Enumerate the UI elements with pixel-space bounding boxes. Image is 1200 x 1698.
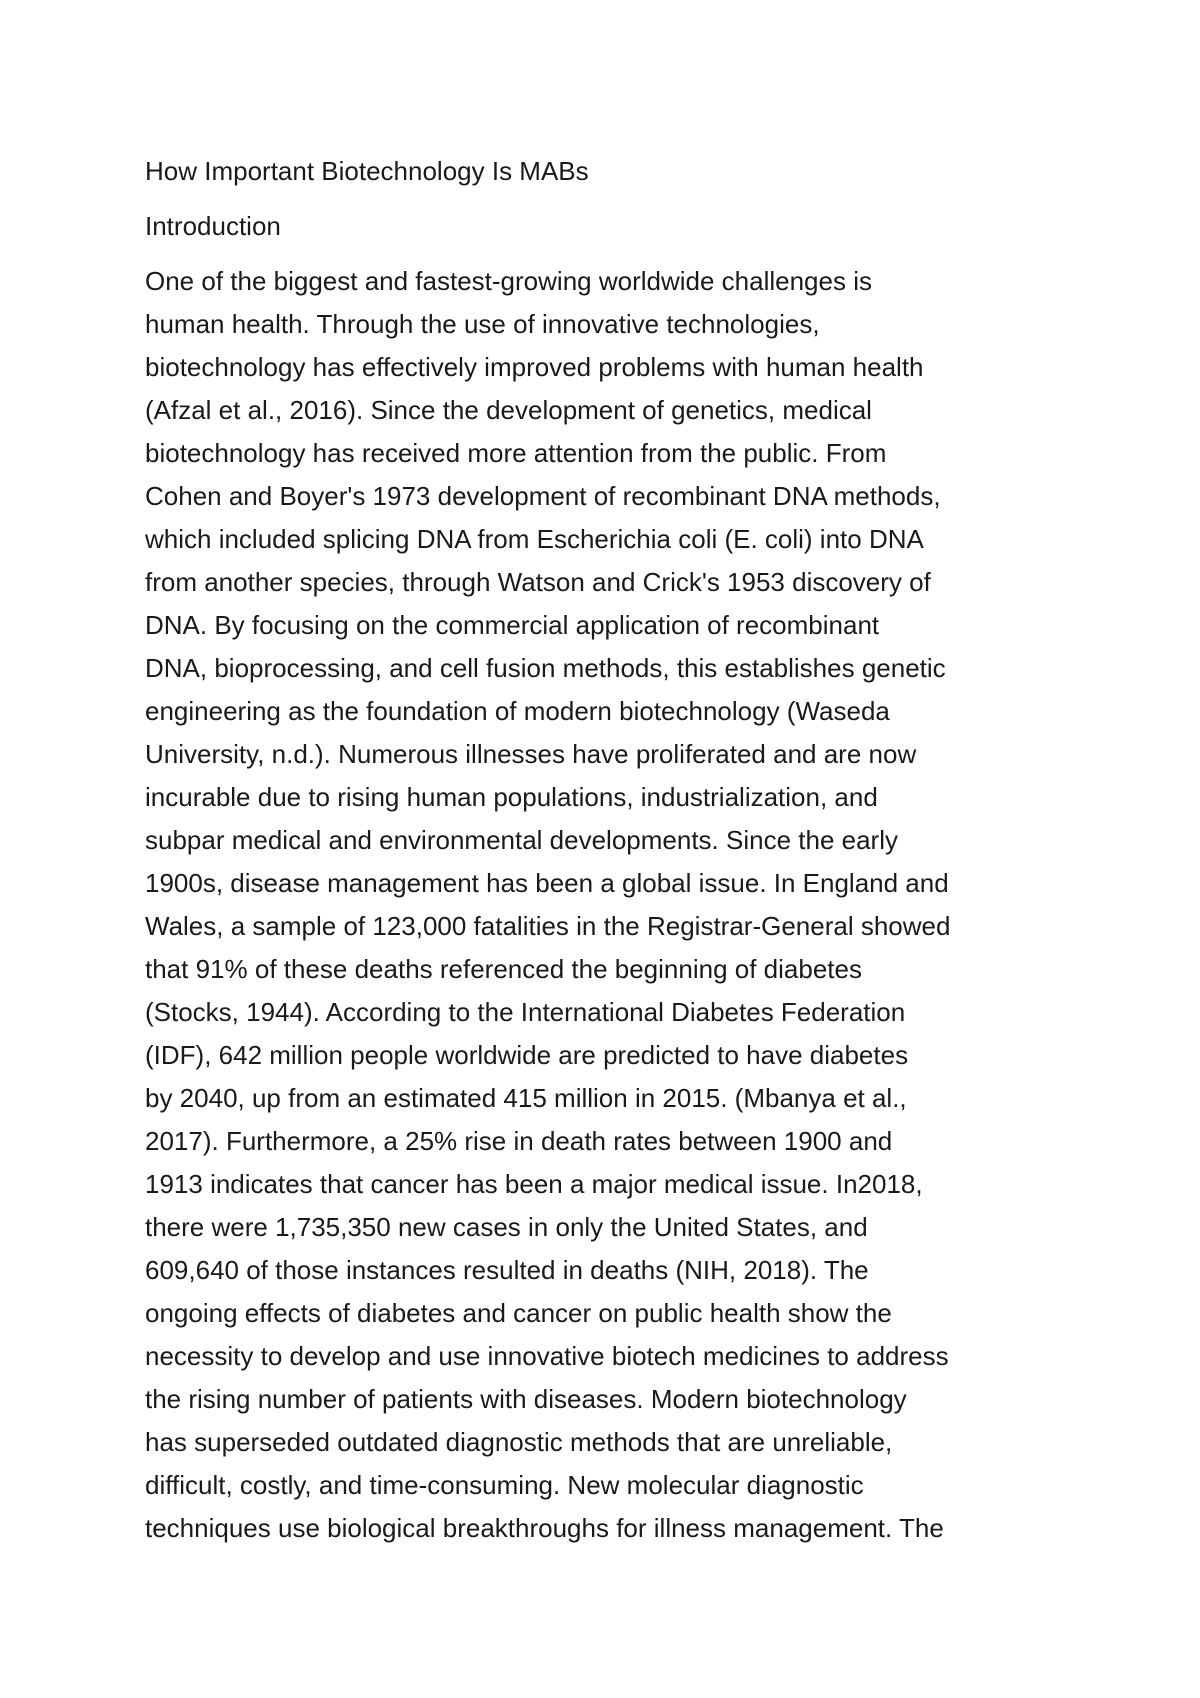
paragraph-line: Wales, a sample of 123,000 fatalities in the Registrar-General showed	[145, 911, 951, 941]
paragraph-line: engineering as the foundation of modern biotechnology (Waseda	[145, 696, 890, 726]
paragraph-line: necessity to develop and use innovative biotech medicines to address	[145, 1341, 949, 1371]
paragraph-line: DNA, bioprocessing, and cell fusion methods, this establishes genetic	[145, 653, 946, 683]
paragraph-line: (Afzal et al., 2016). Since the development of genetics, medical	[145, 395, 872, 425]
paragraph-line: 1900s, disease management has been a global issue. In England and	[145, 868, 949, 898]
paragraph-line: the rising number of patients with diseases. Modern biotechnology	[145, 1384, 907, 1414]
introduction-paragraph	[145, 260, 1075, 1550]
paragraph-line: difficult, costly, and time-consuming. New molecular diagnostic	[145, 1470, 864, 1500]
paragraph-line: that 91% of these deaths referenced the beginning of diabetes	[145, 954, 862, 984]
document-title: How Important Biotechnology Is MABs	[145, 156, 589, 186]
paragraph-line: One of the biggest and fastest-growing worldwide challenges is	[145, 266, 872, 296]
document-content	[145, 150, 1075, 1550]
section-heading-introduction: Introduction	[145, 211, 281, 241]
paragraph-line: biotechnology has received more attention from the public. From	[145, 438, 887, 468]
paragraph-line: Cohen and Boyer's 1973 development of recombinant DNA methods,	[145, 481, 941, 511]
paragraph-line: there were 1,735,350 new cases in only the United States, and	[145, 1212, 868, 1242]
paragraph-line: (Stocks, 1944). According to the International Diabetes Federation	[145, 997, 906, 1027]
paragraph-line: University, n.d.). Numerous illnesses have proliferated and are now	[145, 739, 917, 769]
paragraph-line: 1913 indicates that cancer has been a major medical issue. In2018,	[145, 1169, 923, 1199]
paragraph-line: ongoing effects of diabetes and cancer on public health show the	[145, 1298, 892, 1328]
paragraph-line: from another species, through Watson and Crick's 1953 discovery of	[145, 567, 931, 597]
paragraph-line: biotechnology has effectively improved problems with human health	[145, 352, 924, 382]
paragraph-line: DNA. By focusing on the commercial application of recombinant	[145, 610, 880, 640]
paragraph-line: which included splicing DNA from Escherichia coli (E. coli) into DNA	[145, 524, 924, 554]
paragraph-line: has superseded outdated diagnostic methods that are unreliable,	[145, 1427, 893, 1457]
paragraph-line: 2017). Furthermore, a 25% rise in death rates between 1900 and	[145, 1126, 893, 1156]
paragraph-line: subpar medical and environmental developments. Since the early	[145, 825, 898, 855]
paragraph-line: incurable due to rising human populations, industrialization, and	[145, 782, 878, 812]
paragraph-line: (IDF), 642 million people worldwide are predicted to have diabetes	[145, 1040, 909, 1070]
paragraph-line: 609,640 of those instances resulted in deaths (NIH, 2018). The	[145, 1255, 869, 1285]
paragraph-line: techniques use biological breakthroughs for illness management. The	[145, 1513, 944, 1543]
paragraph-line: by 2040, up from an estimated 415 million in 2015. (Mbanya et al.,	[145, 1083, 907, 1113]
paragraph-line: human health. Through the use of innovative technologies,	[145, 309, 820, 339]
